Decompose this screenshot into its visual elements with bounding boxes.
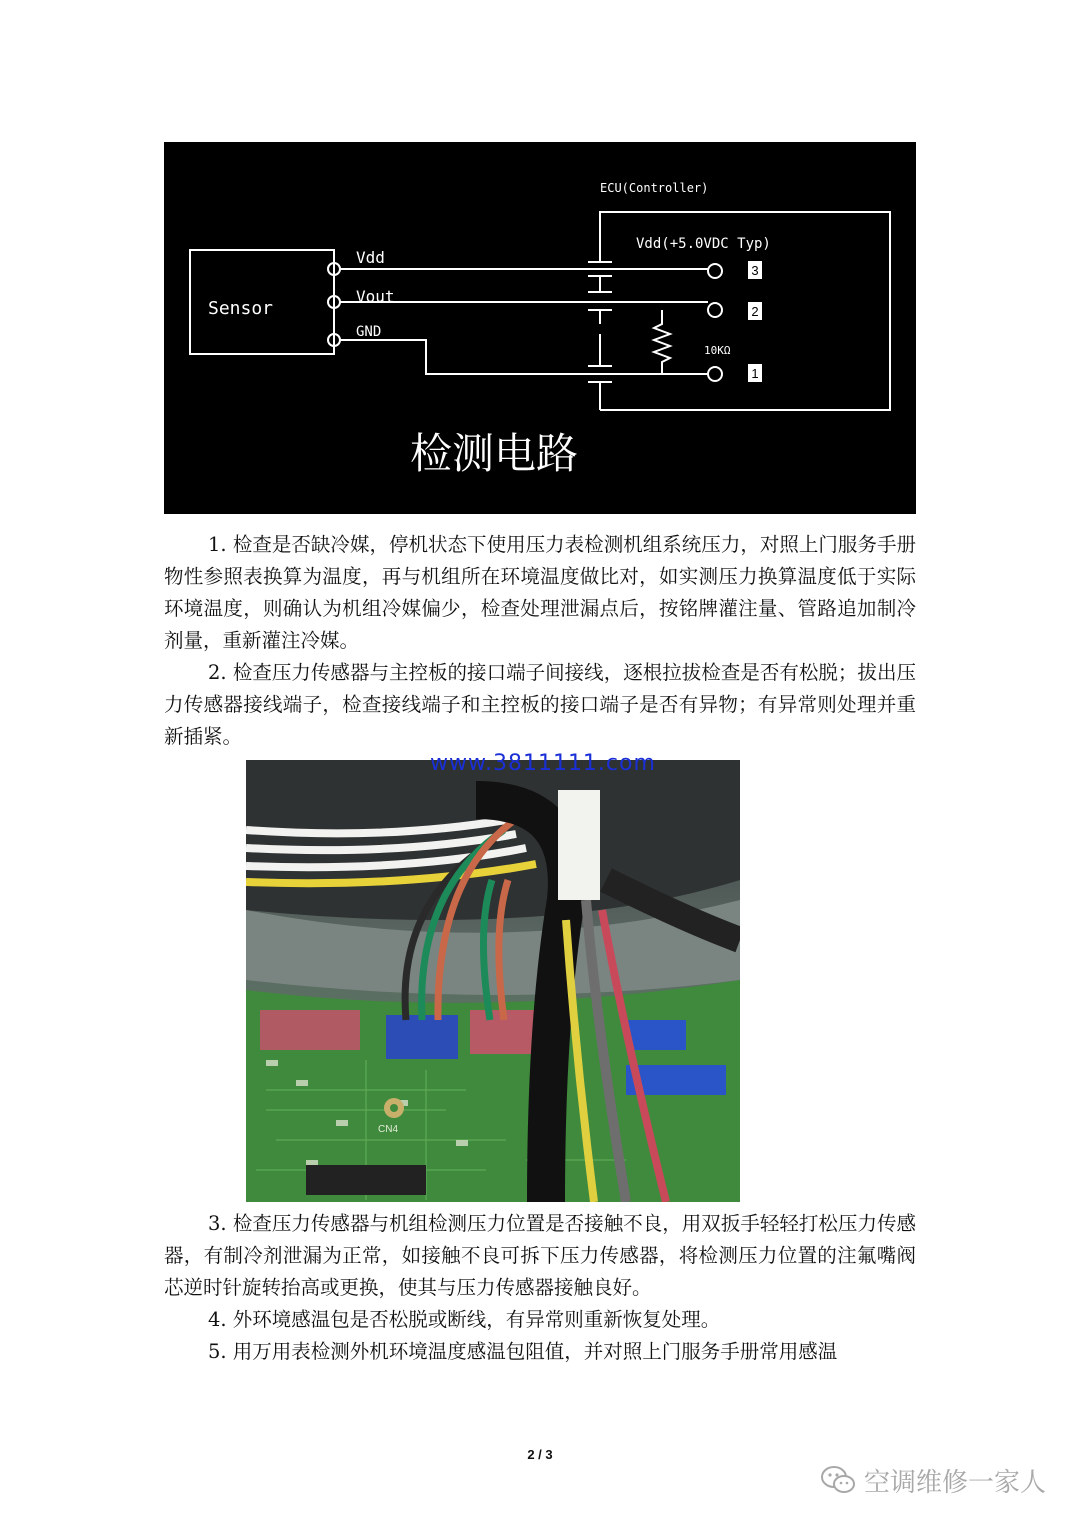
resistor-symbol — [654, 310, 670, 374]
pin-vdd-label: Vdd — [356, 248, 385, 267]
diagram-caption: 检测电路 — [409, 429, 579, 478]
cn4-label: CN4 — [378, 1124, 399, 1135]
paragraph-2: 2. 检查压力传感器与主控板的接口端子间接线，逐根拉拔检查是否有松脱；拔出压力传感器接线端子，检查接线端子和主控板的接口端子是否有异物；有异常则处理并重新插紧。 — [164, 661, 916, 748]
white-connector — [558, 790, 600, 900]
terminal-2-label: 2 — [751, 304, 759, 319]
paragraph-5: 5. 用万用表检测外机环境温度感温包阻值，并对照上门服务手册常用感温 — [208, 1340, 838, 1363]
controller-board-photo-svg — [246, 760, 740, 1202]
pin-vout-label: Vout — [356, 287, 395, 306]
terminal-1-label: 1 — [751, 366, 759, 381]
pin-gnd-label: GND — [356, 324, 382, 340]
brand — [820, 1460, 1046, 1500]
controller-board-photo — [246, 760, 740, 1202]
sensor-label: Sensor — [208, 298, 274, 319]
resistor-label: 10KΩ — [704, 344, 731, 357]
ecu-label: ECU(Controller) — [600, 181, 709, 195]
terminal-3-label: 3 — [751, 263, 759, 278]
terminal-3 — [708, 264, 722, 278]
watermark: www.3811111.com — [430, 751, 656, 776]
circuit-diagram-svg — [164, 142, 916, 514]
terminal-2 — [708, 303, 722, 317]
page-number: 2 / 3 — [527, 1447, 553, 1462]
blue-connector — [386, 1015, 458, 1059]
terminal-1 — [708, 367, 722, 381]
paragraph-3: 3. 检查压力传感器与机组检测压力位置是否接触不良，用双扳手轻轻打松压力传感器，有制冷剂泄漏为正常，如接触不良可拆下压力传感器，将检测压力位置的注氟嘴阀芯逆时针旋转抬高或更换，使其与压力传感器接触良好。 — [164, 1212, 916, 1299]
brand-name: 空调维修一家人 — [863, 1467, 1046, 1498]
vdd-supply-label: Vdd(+5.0VDC Typ) — [636, 236, 771, 252]
wire-gnd — [340, 340, 708, 374]
wechat-icon — [820, 1465, 856, 1495]
paragraph-4: 4. 外环境感温包是否松脱或断线，有异常则重新恢复处理。 — [208, 1308, 721, 1331]
red-connector-left — [260, 1010, 360, 1050]
paragraph-1: 1. 检查是否缺冷媒，停机状态下使用压力表检测机组系统压力，对照上门服务手册物性参照表换算为温度，再与机组所在环境温度做比对，如实测压力换算温度低于实际环境温度，则确认为机组冷媒偏少，检查处理泄漏点后，按铭牌灌注量、管路追加制冷剂量，重新灌注冷媒。 — [164, 533, 916, 652]
circuit-diagram — [164, 142, 916, 514]
